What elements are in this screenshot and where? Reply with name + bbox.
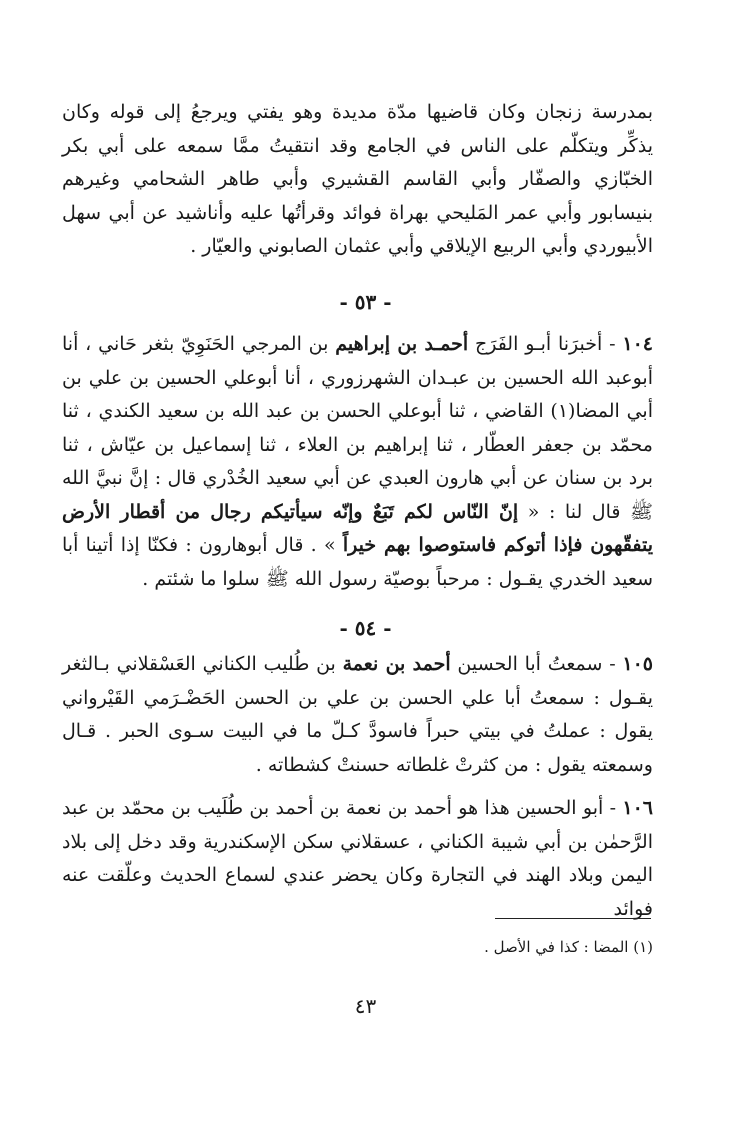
hadith-text: إنّ النّاس لكم تَبَعٌ وإنّه سيأتيكم رجال من أقطار الأرض يتفقّهون فإذا أتوكم فاستوصوا بهم خيراً xyxy=(62,500,654,556)
entry-text-after: » . قال أبوهارون : فكنّا إذا أتينا أبا سعيد الخدري يقـول : مرحباً بوصيّة رسول الله ﷺ سلوا ما شئتم . xyxy=(62,534,653,590)
entry-number: ١٠٥ xyxy=(622,653,653,675)
entry-text: - أبو الحسين هذا هو أحمد بن نعمة بن أحمد بن طُلَيب بن محمّد بن عبد الرَّحمٰن بن أبي شيبة الكناني ، عسقلاني سكن الإسكندرية وقد دخل إلى بلاد اليمن وبلاد الهند في التجارة وكان يحضر عندي لسماع الحديث وعلّقت عنه فوائد xyxy=(62,797,653,920)
narrator-name: أحمد بن نعمة xyxy=(342,653,451,675)
intro-text: بمدرسة زنجان وكان قاضيها مدّة مديدة وهو يفتي ويرجعُ إلى قوله وكان يذكِّر ويتكلّم على الناس في الجامع وقد انتقيتُ ممَّا سمعه على أبي بكر الخبّازي والصفّار وأبي القاسم القشيري وأبي طاهر الشحامي وغيرهم بنيسابور وأبي عمر المَليحي بهراة فوائد وقرأتُها عليه وأناشيد عن أبي سهل الأبيوردي وأبي الربيع الإيلاقي وأبي عثمان الصابوني والعيّار . xyxy=(62,101,653,257)
entry-text-before: - أخبرَنا أبـو الفَرَج xyxy=(468,333,623,355)
section-heading-54: - ٥٤ - xyxy=(339,616,392,640)
entry-text-after: بن طُليب الكناني العَسْقلاني بـالثغر يقـول : سمعتُ أبا علي الحسن بن علي بن الحسن الحَضْـرَمي القَيْرواني يقول : عملتُ في بيتي حبراً فاسودَّ كـلّ ما في البيت سـوى الحبر . قـال وسمعته يقول : من كثرتْ غلطاته حسنتْ كشطاته . xyxy=(62,653,653,776)
entry-105 xyxy=(62,648,653,782)
section-heading-53: - ٥٣ - xyxy=(339,290,392,314)
page-number: ٤٣ xyxy=(354,994,377,1018)
entry-105-text xyxy=(62,648,653,782)
narrator-name: أحمـد بن إبراهيم xyxy=(335,333,469,355)
entry-number: ١٠٦ xyxy=(622,797,653,819)
footnote-rule xyxy=(495,918,651,919)
entry-106 xyxy=(62,792,653,926)
entry-text-middle: بن المرجي الحَنَوِيّ بثغر حَاني ، أنا أبوعبد الله الحسين بن عبـدان الشهرزوري ، أنا أبوعلي الحسين بن علي بن أبي المضا(١) القاضي ، ثنا أبوعلي الحسن بن عبد الله بن سعيد الكندي ، ثنا محمّد بن جعفر العطّار ، ثنا إبراهيم بن العلاء ، ثنا إسماعيل بن عيّاش ، ثنا برد بن سنان عن أبي هارون العبدي عن أبي سعيد الخُدْري قال : إنَّ نبيَّ الله ﷺ قال لنا : « xyxy=(62,333,653,523)
intro-paragraph xyxy=(62,96,653,264)
footnote: (١) المضا : كذا في الأصل . xyxy=(484,938,653,956)
entry-104-text xyxy=(62,328,653,596)
entry-number: ١٠٤ xyxy=(622,333,654,355)
entry-106-text xyxy=(62,792,653,926)
entry-text-before: - سمعتُ أبا الحسين xyxy=(450,653,623,675)
entry-104 xyxy=(62,328,653,596)
